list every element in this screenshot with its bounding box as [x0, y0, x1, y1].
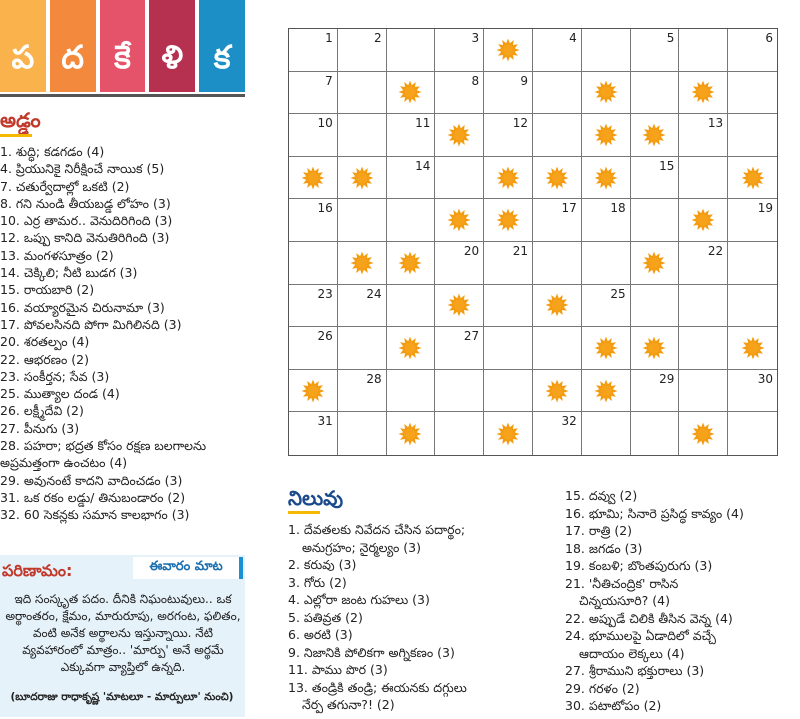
across-clue: 10. ఎర్ర తామర.. వెనుదిరిగింది (3) [0, 213, 173, 229]
grid-cell[interactable] [533, 199, 582, 242]
grid-block-cell [289, 157, 338, 200]
grid-cell[interactable] [484, 327, 533, 370]
crossword-grid [288, 28, 778, 456]
down-clue: 27. శ్రీరాముని భక్తురాలు (3) [565, 663, 705, 678]
grid-cell[interactable] [338, 72, 387, 115]
grid-block-cell [387, 327, 436, 370]
down-clue: 2. కరువు (3) [288, 557, 357, 572]
grid-block-cell [435, 199, 484, 242]
title-banner [0, 0, 245, 92]
grid-cell[interactable] [679, 114, 728, 157]
sun-icon [447, 208, 471, 232]
clue-number: 17 [561, 201, 577, 216]
down-clue: 22. అప్పుడే చిలికి తీసిన వెన్న (4) [565, 610, 733, 626]
grid-block-cell [533, 370, 582, 413]
across-clue: 4. ప్రియునికై నిరీక్షించే నాయిక (5) [0, 161, 165, 177]
grid-block-cell [631, 327, 680, 370]
grid-cell[interactable] [728, 114, 777, 157]
grid-cell[interactable] [631, 72, 680, 115]
sun-icon [642, 123, 666, 147]
clue-number: 15 [659, 158, 675, 173]
down-clue: 13. తండ్రికి తండ్రి; ఈయనకు దగ్గులు [288, 679, 467, 695]
across-clue: 27. పీనుగు (3) [0, 420, 80, 436]
down-clue: 17. రాత్రి (2) [565, 523, 633, 538]
grid-cell[interactable] [582, 412, 631, 455]
across-clue: 12. ఒప్పు కానిది వెనుతిరిగింది (3) [0, 230, 170, 246]
grid-cell[interactable] [484, 242, 533, 285]
down-heading: నిలువు [288, 486, 344, 510]
clue-number: 32 [561, 414, 577, 429]
word-of-week-title: పరిణామం: [2, 561, 73, 580]
grid-block-cell [387, 72, 436, 115]
across-clue: 28. పహరా; భద్రత కోసం రక్షణ బలగాలను అప్రమత్తంగా ఉంచటం (4) [0, 438, 207, 471]
across-clue: 22. ఆభరణం (2) [0, 351, 89, 367]
across-clue: 31. ఒక రకం లడ్డు/ తినుబండారం (2) [0, 489, 186, 505]
grid-cell[interactable] [338, 370, 387, 413]
across-clue: 13. మంగళసూత్రం (2) [0, 247, 114, 263]
sun-icon [398, 251, 422, 275]
word-of-week-text: ఇది సంస్కృత పదం. దీనికి నిఘంటువులు.. ఒక అర్థాంతరం, క్షేమం, మారురూపు, అరగంట, ఫలితం, వంటి అనేక అర్థాలను ఇస్తున్నాయి. నేటి వ్యవహారంలో మాత్రం.. 'మార్పు' అనే అర్థమే ఎక్కువగా వ్యాప్తిలో ఉన్నది. [5, 592, 241, 674]
grid-block-cell [679, 412, 728, 455]
grid-cell[interactable] [338, 114, 387, 157]
sun-icon [301, 379, 325, 403]
grid-block-cell [484, 157, 533, 200]
sun-icon [350, 251, 374, 275]
grid-cell[interactable] [289, 412, 338, 455]
down-clue: 4. ఎల్లోరా జంట గుహలు (3) [288, 592, 430, 607]
sun-icon [741, 166, 765, 190]
down-clue: 9. నిజానికి పోలికగా అగ్నికణం (3) [288, 644, 455, 660]
grid-cell[interactable] [679, 370, 728, 413]
down-clue: 21. 'నీతిచంద్రిక' రాసిన [565, 575, 679, 591]
sun-icon [545, 379, 569, 403]
down-clue: 6. అరటి (3) [288, 627, 353, 642]
down-clue: 5. పతివ్రత (2) [288, 609, 363, 625]
grid-block-cell [435, 285, 484, 328]
clue-number: 9 [520, 73, 528, 88]
grid-block-cell [582, 72, 631, 115]
clue-number: 29 [659, 371, 675, 386]
sun-icon [545, 293, 569, 317]
grid-cell[interactable] [533, 412, 582, 455]
across-clue: 23. సంకీర్తన; సేవ (3) [0, 368, 110, 384]
grid-cell[interactable] [387, 114, 436, 157]
grid-cell[interactable] [289, 114, 338, 157]
down-underline [288, 511, 320, 514]
sun-icon [691, 208, 715, 232]
down-clue: నేర్ప తగునా?! (2) [302, 697, 395, 712]
grid-cell[interactable] [387, 285, 436, 328]
across-clue-list [0, 143, 255, 524]
grid-cell[interactable] [679, 327, 728, 370]
grid-block-cell [631, 242, 680, 285]
down-clue: 3. గోరు (2) [288, 574, 347, 590]
banner-divider [0, 94, 245, 97]
grid-cell[interactable] [631, 285, 680, 328]
clue-number: 5 [666, 31, 675, 45]
grid-block-cell [338, 242, 387, 285]
grid-block-cell [533, 157, 582, 200]
grid-cell[interactable] [679, 285, 728, 328]
clue-number: 1 [325, 31, 333, 45]
grid-cell[interactable] [338, 327, 387, 370]
down-clue: 16. భూమి; సినారె ప్రసిద్ధ కావ్యం (4) [565, 505, 744, 521]
down-clue: 18. జగడం (3) [565, 540, 643, 556]
banner-tile: కే [100, 0, 146, 92]
across-underline [0, 134, 32, 137]
grid-cell[interactable] [728, 242, 777, 285]
down-clue: 30. పటాటోపం (2) [565, 698, 662, 713]
clue-number: 24 [366, 286, 382, 301]
clue-number: 10 [317, 116, 333, 131]
down-clue: 29. గరళం (2) [565, 680, 640, 696]
grid-cell[interactable] [679, 242, 728, 285]
sun-icon [545, 166, 569, 190]
grid-cell[interactable] [435, 242, 484, 285]
down-clue-list-2 [565, 487, 800, 715]
across-clue: 1. శుద్ధి; కడగడం (4) [0, 144, 105, 159]
grid-block-cell [435, 114, 484, 157]
clue-number: 31 [317, 414, 333, 429]
grid-cell[interactable] [338, 412, 387, 455]
clue-number: 6 [765, 31, 773, 45]
across-clue: 29. అవునంటే కాదని వాదించడం (3) [0, 472, 183, 488]
grid-cell[interactable] [484, 114, 533, 157]
sun-icon [496, 208, 520, 232]
across-clue: 26. లక్ష్మీదేవి (2) [0, 403, 84, 419]
clue-number: 7 [325, 73, 333, 88]
grid-block-cell [338, 157, 387, 200]
down-clue: 11. పాము పొర (3) [288, 662, 388, 677]
grid-block-cell [387, 242, 436, 285]
grid-cell[interactable] [679, 29, 728, 72]
across-clue: 20. శరతల్పం (4) [0, 334, 90, 350]
clue-number: 16 [317, 201, 333, 216]
grid-block-cell [484, 199, 533, 242]
clue-number: 14 [415, 158, 431, 173]
sun-icon [691, 80, 715, 104]
sun-icon [642, 251, 666, 275]
grid-block-cell [289, 370, 338, 413]
sun-icon [398, 80, 422, 104]
clue-number: 3 [471, 31, 480, 45]
clue-number: 28 [366, 371, 382, 386]
grid-block-cell [533, 285, 582, 328]
across-clue: 8. గని నుండి తీయబడ్డ లోహం (3) [0, 195, 171, 211]
grid-cell[interactable] [387, 29, 436, 72]
grid-cell[interactable] [387, 157, 436, 200]
clue-number: 8 [471, 73, 480, 88]
grid-cell[interactable] [728, 412, 777, 455]
grid-cell[interactable] [728, 29, 777, 72]
grid-cell[interactable] [484, 285, 533, 328]
across-clue: 7. చతుర్వేదాల్లో ఒకటి (2) [0, 178, 130, 194]
grid-cell[interactable] [631, 412, 680, 455]
grid-cell[interactable] [728, 199, 777, 242]
clue-number: 26 [317, 329, 333, 344]
grid-cell[interactable] [728, 370, 777, 413]
sun-icon [741, 336, 765, 360]
sun-icon [496, 166, 520, 190]
grid-cell[interactable] [338, 29, 387, 72]
word-of-week-box [0, 555, 245, 717]
grid-cell[interactable] [728, 285, 777, 328]
clue-number: 13 [707, 116, 724, 131]
down-clue: ఆదాయం లెక్కలు (4) [579, 645, 685, 661]
banner-tile: క [199, 0, 245, 92]
grid-cell[interactable] [533, 242, 582, 285]
grid-cell[interactable] [435, 157, 484, 200]
down-clue: 15. దవ్వు (2) [565, 488, 638, 503]
grid-cell[interactable] [435, 370, 484, 413]
sun-icon [594, 123, 618, 147]
across-clue: 16. వయ్యారమైన చిరునామా (3) [0, 299, 165, 315]
grid-cell[interactable] [484, 370, 533, 413]
grid-cell[interactable] [338, 285, 387, 328]
grid-cell[interactable] [484, 72, 533, 115]
across-clue: 32. 60 సెకన్లకు సమాన కాలభాగం (3) [0, 507, 190, 523]
grid-block-cell [679, 199, 728, 242]
grid-cell[interactable] [728, 72, 777, 115]
down-clue: 1. దేవతలకు నివేదన చేసిన పదార్థం; [288, 522, 466, 537]
clue-number: 18 [610, 201, 626, 216]
sun-icon [398, 422, 422, 446]
across-clue: 25. ముత్యాల దండ (4) [0, 386, 120, 402]
clue-number: 30 [757, 371, 773, 386]
grid-block-cell [631, 114, 680, 157]
grid-block-cell [728, 157, 777, 200]
grid-block-cell [484, 29, 533, 72]
sun-icon [642, 336, 666, 360]
across-heading: అడ్డం [0, 108, 41, 132]
word-of-week-header [0, 555, 245, 583]
grid-block-cell [679, 72, 728, 115]
banner-tile: ప [0, 0, 46, 92]
sun-icon [301, 166, 325, 190]
grid-cell[interactable] [289, 29, 338, 72]
grid-cell[interactable] [435, 327, 484, 370]
grid-cell[interactable] [338, 199, 387, 242]
across-clue: 14. చెక్కిలి; నీటి బుడగ (3) [0, 265, 138, 281]
grid-cell[interactable] [435, 29, 484, 72]
word-of-week-source: (బూదరాజు రాధాకృష్ణ 'మాటలూ - మార్పులూ' నుంచి) [10, 691, 234, 703]
clue-number: 22 [707, 243, 724, 258]
word-of-week-badge: ఈవారం మాట [133, 557, 243, 579]
grid-block-cell [582, 114, 631, 157]
clue-number: 27 [463, 329, 480, 344]
sun-icon [594, 166, 618, 190]
sun-icon [447, 123, 471, 147]
clue-number: 11 [415, 116, 431, 131]
clue-number: 2 [373, 31, 382, 45]
across-clue: 15. రాయబారి (2) [0, 282, 95, 298]
clue-number: 19 [757, 201, 773, 216]
sun-icon [447, 293, 471, 317]
grid-block-cell [582, 370, 631, 413]
grid-cell[interactable] [533, 29, 582, 72]
clue-number: 23 [317, 286, 333, 301]
grid-cell[interactable] [582, 242, 631, 285]
sun-icon [594, 379, 618, 403]
grid-cell[interactable] [387, 199, 436, 242]
grid-block-cell [582, 327, 631, 370]
clue-number: 21 [512, 243, 528, 258]
sun-icon [496, 422, 520, 446]
banner-tile: ళి [149, 0, 195, 92]
down-clue: అనుగ్రహం; నైర్మల్యం (3) [302, 539, 421, 555]
clue-number: 25 [610, 286, 626, 301]
grid-block-cell [387, 412, 436, 455]
grid-cell[interactable] [289, 242, 338, 285]
grid-cell[interactable] [533, 327, 582, 370]
grid-block-cell [582, 157, 631, 200]
across-clue: 17. పోవలసినది పోగా మిగిలినది (3) [0, 316, 182, 332]
down-clue: 19. కంబళి; బొంతపురుగు (3) [565, 558, 713, 573]
grid-cell[interactable] [289, 285, 338, 328]
sun-icon [350, 166, 374, 190]
grid-cell[interactable] [631, 370, 680, 413]
grid-cell[interactable] [631, 29, 680, 72]
grid-cell[interactable] [631, 157, 680, 200]
down-clue-list-1 [288, 521, 558, 714]
banner-tile: ద [50, 0, 96, 92]
grid-cell[interactable] [289, 327, 338, 370]
grid-cell[interactable] [533, 72, 582, 115]
clue-number: 12 [512, 116, 528, 131]
grid-cell[interactable] [289, 72, 338, 115]
sun-icon [496, 38, 520, 62]
grid-cell[interactable] [582, 29, 631, 72]
grid-cell[interactable] [435, 412, 484, 455]
grid-cell[interactable] [679, 157, 728, 200]
down-clue: 24. భూములపై ఏడాదిలో వచ్చే [565, 628, 716, 643]
grid-cell[interactable] [631, 199, 680, 242]
grid-cell[interactable] [582, 285, 631, 328]
grid-cell[interactable] [387, 370, 436, 413]
clue-number: 20 [463, 243, 480, 258]
grid-cell[interactable] [582, 199, 631, 242]
sun-icon [594, 80, 618, 104]
sun-icon [398, 336, 422, 360]
clue-number: 4 [569, 31, 577, 45]
sun-icon [594, 336, 618, 360]
grid-cell[interactable] [533, 114, 582, 157]
down-clue: చిన్నయసూరి? (4) [579, 593, 670, 608]
grid-cell[interactable] [435, 72, 484, 115]
grid-block-cell [484, 412, 533, 455]
sun-icon [691, 422, 715, 446]
grid-cell[interactable] [289, 199, 338, 242]
grid-block-cell [728, 327, 777, 370]
